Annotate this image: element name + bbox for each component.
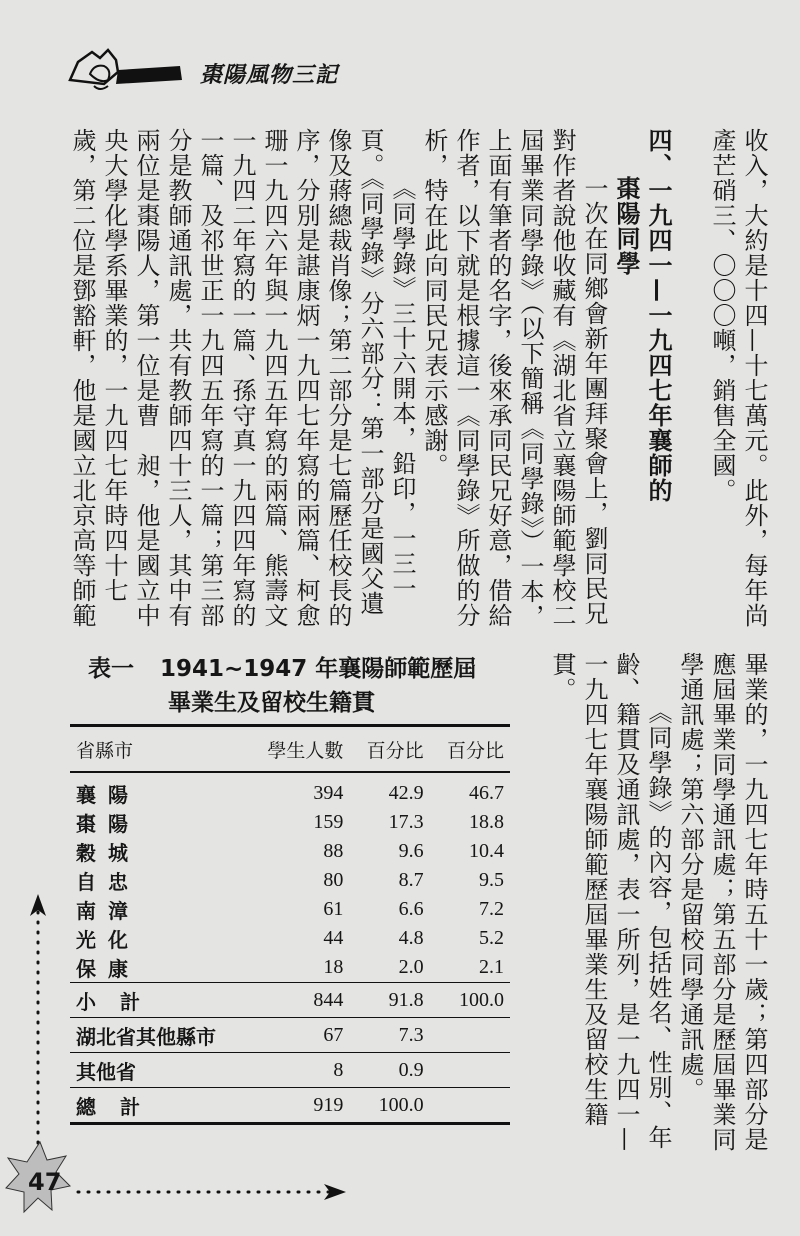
row-count: 61 [323, 898, 344, 920]
row-percent-b: 5.2 [479, 927, 504, 949]
row-region: 光化 [76, 928, 140, 952]
body-paragraph: 畢業的，一九四七年時五十一歲；第四部分是應屆畢業同學通訊處；第五部分是歷屆畢業同學通訊處；第六部分是留校同學通訊處。 [676, 652, 768, 1152]
row-count: 80 [323, 869, 344, 891]
dotted-right-arrow-icon [78, 1184, 346, 1200]
row-percent-b: 9.5 [479, 869, 504, 891]
row-percent-a: 6.6 [398, 898, 424, 920]
book-title: 棗陽風物三記 [200, 63, 339, 88]
row-percent-a: 8.7 [398, 869, 424, 891]
row-percent-a: 4.8 [398, 927, 424, 949]
header-cell-percent-a: 百分比 [349, 726, 429, 773]
body-paragraph: 《同學錄》的內容，包括姓名、性別、年齡、籍貫及通訊處，表一所列，是一九四一—一九四七年襄陽師範歷屆畢業生及留校生籍貫。 [548, 652, 672, 1152]
header-cell-count: 學生人數 [247, 726, 349, 773]
row-region: 襄陽 [76, 783, 140, 807]
row-region: 其他省 [70, 1053, 247, 1088]
row-count: 67 [247, 1018, 349, 1053]
row-count: 18 [323, 956, 344, 978]
section-heading: 四、一九四一—一九四七年襄師的 [644, 128, 672, 503]
row-count: 88 [323, 840, 344, 862]
row-region: 保康 [76, 957, 140, 981]
row-percent-a: 7.3 [349, 1018, 429, 1053]
row-percent-b: 46.7 [469, 782, 504, 804]
row-percent-a: 0.9 [349, 1053, 429, 1088]
dotted-up-arrow-icon [30, 894, 46, 1150]
total-count: 919 [247, 1088, 349, 1124]
row-region: 南漳 [76, 899, 140, 923]
table-label: 表一 [88, 656, 134, 682]
table-title-text: 1941~1947 年襄陽師範歷屆 [160, 656, 477, 682]
body-paragraph: 收入，大約是十四—十七萬元。此外，每年尚產芒硝三、〇〇〇噸，銷售全國。 [708, 128, 768, 628]
row-percent-a: 2.0 [398, 956, 424, 978]
row-percent-b: 2.1 [479, 956, 504, 978]
row-region: 棗陽 [76, 812, 140, 836]
header-cell-region: 省縣市 [70, 726, 247, 773]
row-percent-b: 18.8 [469, 811, 504, 833]
row-percent-b: 10.4 [469, 840, 504, 862]
total-label: 總計 [70, 1088, 247, 1124]
body-paragraph: 《同學錄》三十六開本，鉛印，一三一頁。《同學錄》分六部分：第一部分是國父遺像及蔣總裁肖像；第二部分是七篇歷任校長的序，分別是諶康炳一九四七年寫的兩篇、柯愈珊一九四六年與一九四五年寫的兩篇、熊壽文一九四二年寫的一篇、孫守真一九四四年寫的一篇、及祁世正一九四五年寫的一篇；第三部分是教師通訊處，共有教師四十三人，其中有兩位是棗陽人，第一位是曹 昶，他是國立中央大學化學系畢業的，一九四七年時四十七歲，第二位是鄧豁軒，他是國立北京高等師範 [68, 128, 416, 628]
row-count: 8 [247, 1053, 349, 1088]
row-percent-b: 7.2 [479, 898, 504, 920]
body-paragraph: 一次在同鄉會新年團拜聚會上，劉同民兄對作者說他收藏有《湖北省立襄陽師範學校二屆畢業同學錄》（以下簡稱《同學錄》）一本，上面有筆者的名字，後來承同民兄好意，借給作者，以下就是根據這一《同學錄》所做的分析，特在此向同民兄表示感謝。 [420, 128, 608, 629]
subtotal-percent-a: 91.8 [349, 983, 429, 1018]
row-region: 湖北省其他縣市 [70, 1018, 247, 1053]
subtotal-count: 844 [247, 983, 349, 1018]
header-cell-percent-b: 百分比 [430, 726, 510, 773]
row-region: 穀城 [76, 841, 140, 865]
table-subtitle: 畢業生及留校生籍貫 [168, 690, 375, 716]
page-number: 47 [28, 1168, 62, 1196]
row-count: 394 [313, 782, 344, 804]
row-count: 44 [323, 927, 344, 949]
section-heading-continued: 棗陽同學 [612, 176, 640, 276]
subtotal-percent-b: 100.0 [430, 983, 510, 1018]
row-percent-a: 9.6 [398, 840, 424, 862]
total-percent-a: 100.0 [349, 1088, 429, 1124]
row-percent-a: 42.9 [388, 782, 424, 804]
row-percent-a: 17.3 [388, 811, 424, 833]
subtotal-label: 小計 [70, 983, 247, 1018]
row-count: 159 [313, 811, 344, 833]
row-region: 自忠 [76, 870, 140, 894]
